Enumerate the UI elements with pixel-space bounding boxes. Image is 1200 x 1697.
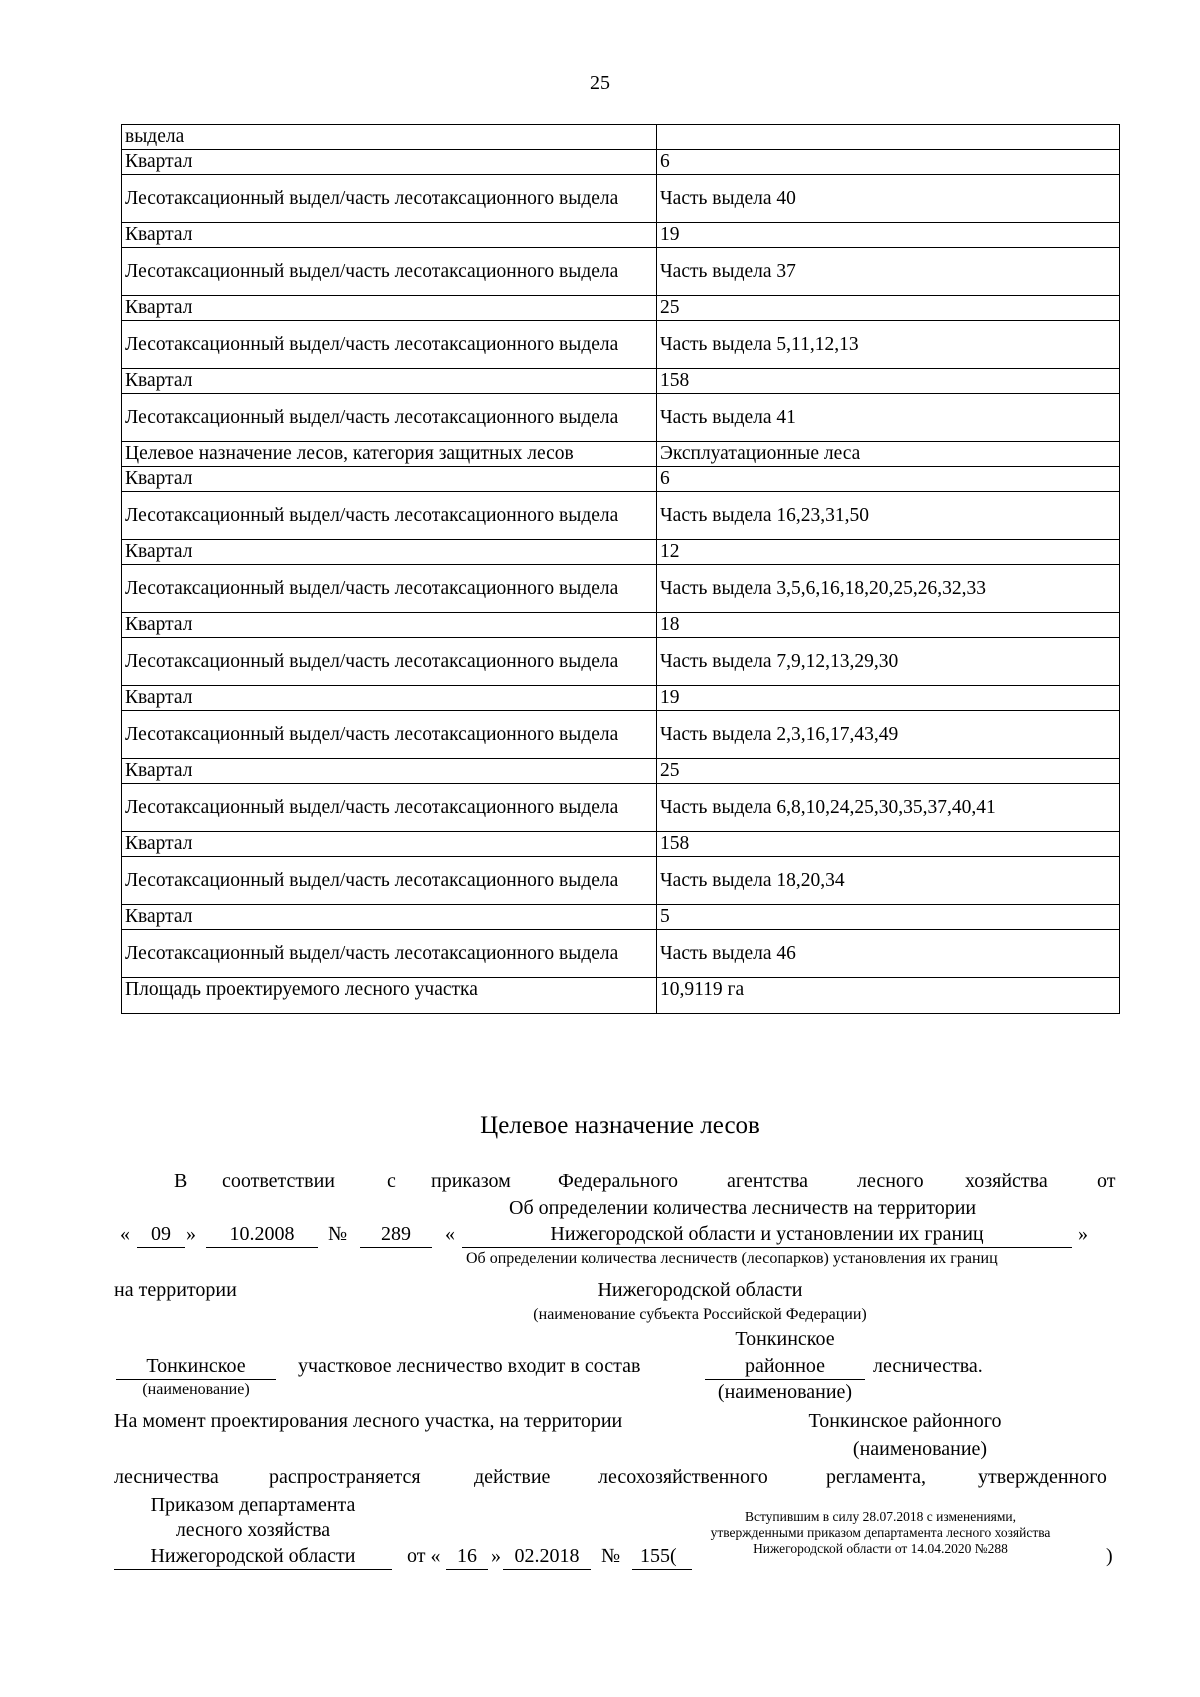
- order1-title-open: «: [445, 1223, 455, 1245]
- row-label: Квартал: [122, 369, 657, 394]
- page-number: 25: [590, 72, 610, 94]
- row-label: Квартал: [122, 613, 657, 638]
- issuer-line1: Приказом департамента: [150, 1494, 356, 1516]
- row-label: Квартал: [122, 905, 657, 930]
- p1-word: от: [1097, 1170, 1116, 1192]
- underline: [116, 1379, 276, 1380]
- table-row: [122, 784, 1120, 832]
- row-label: Квартал: [122, 150, 657, 175]
- p1-word: агентства: [727, 1170, 809, 1192]
- row-value: Часть выдела 46: [657, 930, 1120, 978]
- table-row: [122, 540, 1120, 565]
- row-value: [657, 125, 1120, 150]
- row-value: 19: [657, 223, 1120, 248]
- order1-title-caption: Об определении количества лесничеств (лесопарков) установления их границ: [466, 1250, 998, 1267]
- district-line1: Тонкинское: [735, 1328, 835, 1350]
- order1-title-close: »: [1078, 1223, 1088, 1245]
- order2-close-paren: ): [1106, 1545, 1113, 1567]
- row-value: 158: [657, 369, 1120, 394]
- row-label: Лесотаксационный выдел/часть лесотаксационного выдела: [122, 175, 657, 223]
- table-row: [122, 150, 1120, 175]
- underline: [632, 1569, 692, 1570]
- territory-caption: (наименование субъекта Российской Федерации): [533, 1306, 867, 1323]
- row-label: Лесотаксационный выдел/часть лесотаксационного выдела: [122, 248, 657, 296]
- territory-value: Нижегородской области: [597, 1279, 803, 1301]
- row-value: 19: [657, 686, 1120, 711]
- table-row: [122, 857, 1120, 905]
- order1-open-quote: «: [120, 1223, 130, 1245]
- row-label: Целевое назначение лесов, категория защитных лесов: [122, 442, 657, 467]
- p2-word: действие: [474, 1466, 551, 1488]
- row-value: Часть выдела 18,20,34: [657, 857, 1120, 905]
- p1-word: лесного: [857, 1170, 924, 1192]
- row-label: Лесотаксационный выдел/часть лесотаксационного выдела: [122, 930, 657, 978]
- underline: [705, 1379, 865, 1380]
- row-label: Лесотаксационный выдел/часть лесотаксационного выдела: [122, 857, 657, 905]
- row-label: Лесотаксационный выдел/часть лесотаксационного выдела: [122, 394, 657, 442]
- row-value: 5: [657, 905, 1120, 930]
- row-value: Часть выдела 2,3,16,17,43,49: [657, 711, 1120, 759]
- row-label: Квартал: [122, 832, 657, 857]
- underline: [462, 1247, 1072, 1248]
- order2-close-quote: »: [491, 1545, 501, 1567]
- row-label: Квартал: [122, 296, 657, 321]
- table-row: [122, 321, 1120, 369]
- table-row: [122, 492, 1120, 540]
- row-value: 10,9119 га: [657, 978, 1120, 1014]
- p2-word: распространяется: [269, 1466, 421, 1488]
- row-value: Часть выдела 16,23,31,50: [657, 492, 1120, 540]
- order1-day: 09: [151, 1223, 171, 1245]
- order2-number: 155(: [640, 1545, 677, 1567]
- table-row: [122, 978, 1120, 1014]
- issuer-line2: лесного хозяйства: [175, 1519, 331, 1541]
- table-row: [122, 175, 1120, 223]
- district-line2: районное: [744, 1355, 826, 1377]
- table-row: [122, 930, 1120, 978]
- row-value: Часть выдела 37: [657, 248, 1120, 296]
- p1-word: приказом: [431, 1170, 511, 1192]
- table-row: [122, 905, 1120, 930]
- row-value: Часть выдела 41: [657, 394, 1120, 442]
- p1-word: В: [174, 1170, 188, 1192]
- row-value: 6: [657, 150, 1120, 175]
- table-row: [122, 125, 1120, 150]
- order1-num-sign: №: [328, 1223, 348, 1245]
- p1-word: хозяйства: [965, 1170, 1048, 1192]
- row-value: Часть выдела 5,11,12,13: [657, 321, 1120, 369]
- underline: [503, 1569, 591, 1570]
- row-value: 6: [657, 467, 1120, 492]
- row-value: 25: [657, 759, 1120, 784]
- order2-month-year: 02.2018: [514, 1545, 580, 1567]
- row-label: Квартал: [122, 686, 657, 711]
- row-value: Часть выдела 3,5,6,16,18,20,25,26,32,33: [657, 565, 1120, 613]
- table-row: [122, 613, 1120, 638]
- table-row: [122, 467, 1120, 492]
- row-label: Лесотаксационный выдел/часть лесотаксационного выдела: [122, 492, 657, 540]
- order1-title-line2: Нижегородской области и установлении их границ: [550, 1223, 984, 1245]
- table-row: [122, 638, 1120, 686]
- p1-word: Федерального: [558, 1170, 679, 1192]
- table-row: [122, 686, 1120, 711]
- forest-plot-table: [121, 124, 1120, 1014]
- row-value: 25: [657, 296, 1120, 321]
- table-row: [122, 369, 1120, 394]
- row-label: Квартал: [122, 540, 657, 565]
- underline: [446, 1569, 488, 1570]
- row-value: 18: [657, 613, 1120, 638]
- underline: [206, 1247, 318, 1248]
- table-row: [122, 442, 1120, 467]
- table-row: [122, 711, 1120, 759]
- local-forestry-caption: (наименование): [142, 1381, 250, 1398]
- table-row: [122, 759, 1120, 784]
- table-row: [122, 565, 1120, 613]
- p2-word: лесничества: [114, 1466, 219, 1488]
- design-value: Тонкинское районного: [808, 1410, 1002, 1432]
- p2-word: регламента,: [826, 1466, 927, 1488]
- row-label: Квартал: [122, 223, 657, 248]
- table-row: [122, 394, 1120, 442]
- row-value: Часть выдела 7,9,12,13,29,30: [657, 638, 1120, 686]
- order2-note: Вступившим в силу 28.07.2018 с изменениями, утвержденными приказом департамента лесного хозяйства Нижегородской области от 14.04.2020 №288: [710, 1509, 1051, 1556]
- table-row: [122, 296, 1120, 321]
- table-row: [122, 832, 1120, 857]
- order1-month-year: 10.2008: [229, 1223, 295, 1245]
- table-row: [122, 223, 1120, 248]
- issuer-line3: Нижегородской области: [150, 1545, 356, 1567]
- order1-close-quote: »: [186, 1223, 196, 1245]
- row-label: Лесотаксационный выдел/часть лесотаксационного выдела: [122, 321, 657, 369]
- row-value: Часть выдела 6,8,10,24,25,30,35,37,40,41: [657, 784, 1120, 832]
- p1-word: с: [387, 1170, 396, 1192]
- section-heading: Целевое назначение лесов: [480, 1112, 760, 1139]
- order2-from: от «: [407, 1545, 441, 1567]
- forestry-suffix: лесничества.: [873, 1355, 983, 1377]
- table-row: [122, 248, 1120, 296]
- underline: [137, 1247, 185, 1248]
- row-label: Квартал: [122, 467, 657, 492]
- district-caption: (наименование): [717, 1381, 853, 1403]
- forestry-middle-text: участковое лесничество входит в состав: [298, 1355, 641, 1377]
- underline: [114, 1569, 392, 1570]
- design-text: На момент проектирования лесного участка, на территории: [114, 1410, 623, 1432]
- row-value: 12: [657, 540, 1120, 565]
- row-value: Эксплуатационные леса: [657, 442, 1120, 467]
- design-caption: (наименование): [852, 1438, 988, 1460]
- p2-word: лесохозяйственного: [598, 1466, 768, 1488]
- row-label: Квартал: [122, 759, 657, 784]
- territory-prefix: на территории: [114, 1279, 237, 1301]
- row-value: 158: [657, 832, 1120, 857]
- order2-num-sign: №: [601, 1545, 621, 1567]
- p2-word: утвержденного: [978, 1466, 1107, 1488]
- row-value: Часть выдела 40: [657, 175, 1120, 223]
- order1-number: 289: [381, 1223, 411, 1245]
- row-label: выдела: [122, 125, 657, 150]
- row-label: Лесотаксационный выдел/часть лесотаксационного выдела: [122, 784, 657, 832]
- row-label: Лесотаксационный выдел/часть лесотаксационного выдела: [122, 711, 657, 759]
- row-label: Лесотаксационный выдел/часть лесотаксационного выдела: [122, 638, 657, 686]
- underline: [360, 1247, 432, 1248]
- p1-word: соответствии: [222, 1170, 336, 1192]
- row-label: Лесотаксационный выдел/часть лесотаксационного выдела: [122, 565, 657, 613]
- local-forestry-name: Тонкинское: [146, 1355, 246, 1377]
- row-label: Площадь проектируемого лесного участка: [122, 978, 657, 1014]
- order1-title-line1: Об определении количества лесничеств на территории: [509, 1197, 977, 1219]
- order2-day: 16: [457, 1545, 477, 1567]
